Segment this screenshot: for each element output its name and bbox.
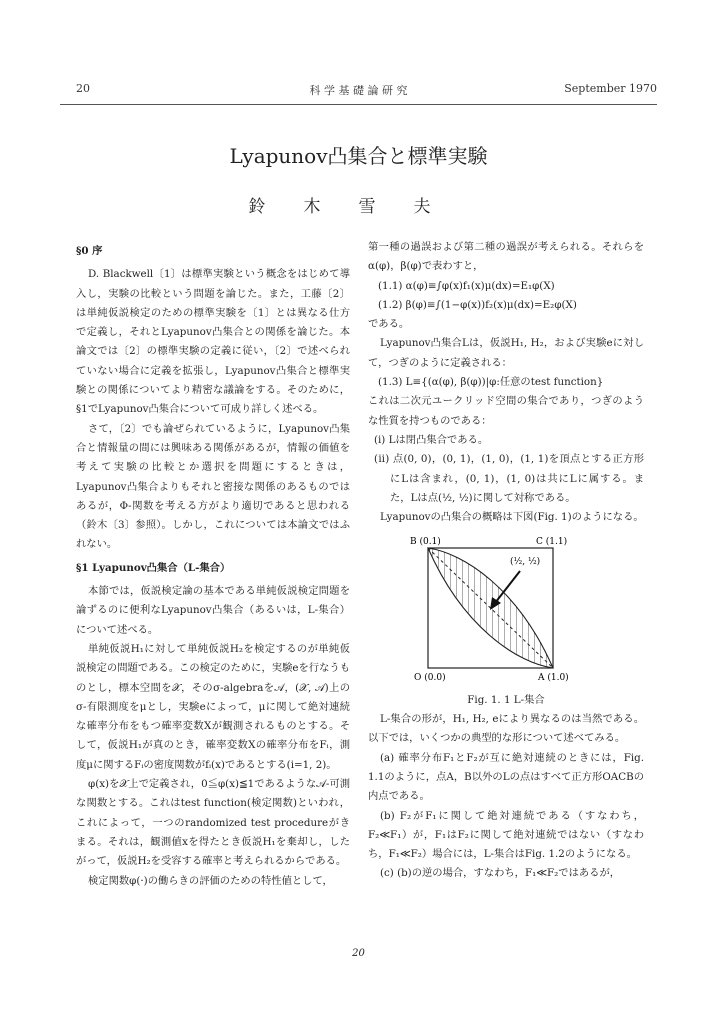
right-column: [368, 238, 644, 884]
equation: (1.3) L≡{(α(φ), β(φ))|φ:任意のtest function}: [378, 376, 604, 389]
paragraph: Lyapunov凸集合Lは，仮説H₁, H₂，および実験eに対して，つぎのように定義される：: [368, 337, 644, 369]
paragraph: 検定関数φ(·)の働らきの評価のための特性値として，: [88, 874, 333, 887]
list-item: (ⅰ) Lは閉凸集合である。: [374, 433, 489, 446]
issue-date: September 1970: [564, 82, 657, 95]
l-set-diagram: [408, 533, 578, 683]
paragraph: (c) (b)の逆の場合，すなわち，F₁≪F₂ではあるが，: [380, 867, 621, 880]
equation: (1.1) α(φ)≡∫φ(x)f₁(x)μ(dx)=E₁φ(X): [378, 279, 555, 292]
paragraph: 第一種の過誤および第二種の過誤が考えられる。それらをα(φ)，β(φ)で表わすと，: [368, 241, 644, 273]
section-heading: §1 Lyapunov凸集合（L-集合）: [76, 561, 231, 574]
section-heading: §0 序: [76, 245, 103, 257]
paragraph: D. Blackwell〔1〕は標準実験という概念をはじめて導入し，実験の比較という問題を論じた。また，工藤〔2〕は単純仮説検定のための標準実験を〔1〕とは異なる仕方で定義し，それとLyapunov凸集合との関係を論じた。本論文では〔2〕の標準実験の定義に従い，〔2〕で述べられていない場合に定義を拡張し，Lyapunov凸集合と標準実験との関係についてより精密な議論をする。そのために，§1でLyapunov凸集合について可成り詳しく述べる。: [76, 268, 350, 416]
figure-caption: Fig. 1. 1 L-集合: [467, 693, 545, 706]
label-half-point: (½, ½): [510, 557, 541, 568]
paragraph: Lyapunovの凸集合の概略は下図(Fig. 1)のようになる。: [380, 511, 644, 524]
label-a: A (1.0): [538, 673, 569, 684]
paragraph: (a) 確率分布F₁とF₂が互に絶対連続のときには，Fig. 1.1のように，点A，B以外のLの点はすべて正方形OACBの内点である。: [368, 751, 644, 803]
paragraph: 単純仮説H₁に対して単純仮説H₂を検定するのが単純仮説検定の問題である。この検定のために，実験eを行なうものとし，標本空間を𝒳，そのσ-algebraを𝒜，(𝒳, 𝒜)上のσ-有限測度をμとし，実験eによって，μに関して絶対連続な確率分布をもつ確率変数Xが観測されるものとする。そして，仮説H₁が真のとき，確率変数Xの確率分布をFᵢ，測度μに関するFᵢの密度関数がfᵢ(x)であるとする(i=1, 2)。: [76, 642, 350, 771]
paragraph: φ(x)を𝒳上で定義され，0≦φ(x)≦1であるような𝒜-可測な関数とする。これはtest function(検定関数)といわれ，これによって，一つのrandomized test procedureがきまる。それは，観測値xを得たとき仮説H₁を棄却し，したがって，仮説H₂を受容する確率と考えられるからである。: [76, 778, 350, 868]
equation: (1.2) β(φ)≡∫(1−φ(x))f₂(x)μ(dx)=E₂φ(X): [378, 298, 577, 311]
journal-name: 科 学 基 礎 論 研 究: [309, 84, 408, 97]
paragraph: これは二次元ユークリッド空間の集合であり，つぎのような性質を持つものである：: [368, 395, 644, 427]
paragraph: さて，〔2〕でも論ぜられているように，Lyapunov凸集合と情報量の間には興味ある関係があるが，情報の価値を考えて実験の比較とか選択を問題にするときは，Lyapunov凸集合よりもそれと密接な関係のあるものではあるが，Φ-関数を考える方がより適切であると思われる（鈴木〔3〕参照）。しかし，これについては本論文ではふれない。: [76, 422, 350, 551]
page-footer-number: 20: [352, 948, 365, 959]
paragraph: (b) F₂がF₁に関して絶対連続である（すなわち，F₂≪F₁）が，F₁はF₂に関して絶対連続ではない（すなわち，F₁≪F₂）場合には，L-集合はFig. 1.2のようになる。: [368, 809, 644, 861]
paragraph: L-集合の形が，H₁, H₂, eにより異なるのは当然である。以下では，いくつかの典型的な形について述べてみる。: [368, 713, 644, 745]
header-rule: [60, 104, 657, 105]
paragraph: である。: [368, 318, 410, 331]
figure-1-1: [408, 533, 644, 710]
label-b: B (0.1): [410, 537, 441, 548]
label-c: C (1.1): [536, 537, 568, 548]
page-number-header: 20: [76, 82, 90, 95]
paragraph: 本節では，仮説検定論の基本である単純仮説検定問題を論ずるのに便利なLyapunov凸集合（あるいは，L-集合）について述べる。: [76, 585, 350, 636]
paper-title: Lyapunov凸集合と標準実験: [229, 144, 488, 168]
author-name: 鈴木雪夫: [248, 197, 469, 217]
label-o: O (0.0): [414, 673, 446, 684]
list-item: (ⅱ) 点(0, 0)，(0, 1)，(1, 0)，(1, 1)を頂点とする正方形にLは含まれ，(0, 1)，(1, 0)は共にLに属する。また，Lは点(½, ½)に関して対称である。: [374, 453, 644, 504]
left-column: [76, 238, 350, 891]
